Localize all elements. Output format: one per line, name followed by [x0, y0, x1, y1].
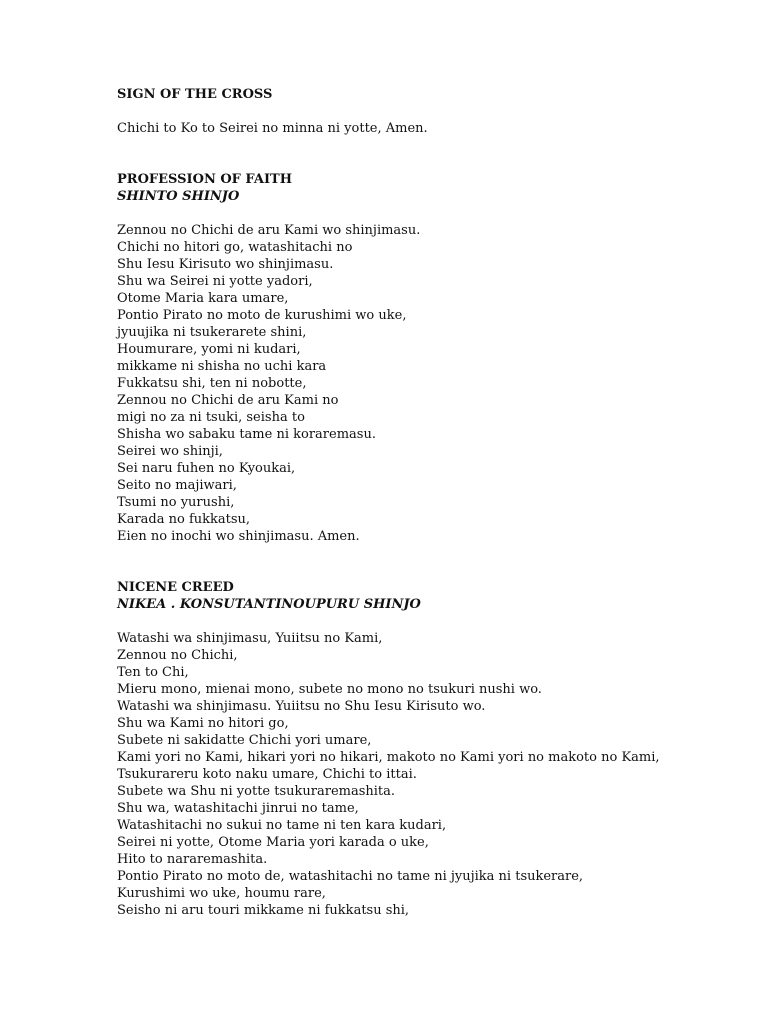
prayer-line: Mieru mono, mienai mono, subete no mono no tsukuri nushi wo.: [117, 682, 542, 697]
prayer-line: Kurushimi wo uke, houmu rare,: [117, 886, 326, 901]
prayer-line: mikkame ni shisha no uchi kara: [117, 359, 327, 374]
prayer-line: Pontio Pirato no moto de, watashitachi no tame ni jyujika ni tsukerare,: [117, 869, 584, 884]
prayer-line: Pontio Pirato no moto de kurushimi wo uke,: [117, 308, 407, 323]
prayer-line: Sei naru fuhen no Kyoukai,: [117, 461, 296, 476]
prayer-line: Tsumi no yurushi,: [117, 495, 235, 510]
prayer-line: migi no za ni tsuki, seisha to: [117, 410, 305, 425]
document-content: [117, 86, 737, 919]
section-profession-of-faith: [117, 171, 737, 545]
section-heading: PROFESSION OF FAITH: [117, 172, 293, 187]
prayer-line: Houmurare, yomi ni kudari,: [117, 342, 301, 357]
prayer-line: Seirei ni yotte, Otome Maria yori karada o uke,: [117, 835, 429, 850]
prayer-line: Chichi to Ko to Seirei no minna ni yotte, Amen.: [117, 121, 428, 136]
prayer-line: Shu Iesu Kirisuto wo shinjimasu.: [117, 257, 334, 272]
prayer-line: Seito no majiwari,: [117, 478, 237, 493]
section-heading: SIGN OF THE CROSS: [117, 87, 273, 102]
section-heading: NICENE CREED: [117, 580, 234, 595]
prayer-line: Shisha wo sabaku tame ni koraremasu.: [117, 427, 376, 442]
prayer-line: Otome Maria kara umare,: [117, 291, 289, 306]
section-sign-of-the-cross: [117, 86, 737, 137]
prayer-line: Kami yori no Kami, hikari yori no hikari, makoto no Kami yori no makoto no Kami,: [117, 750, 660, 765]
prayer-line: Zennou no Chichi,: [117, 648, 238, 663]
prayer-line: Seirei wo shinji,: [117, 444, 223, 459]
section-subheading: SHINTO SHINJO: [117, 189, 240, 204]
prayer-line: Seisho ni aru touri mikkame ni fukkatsu shi,: [117, 903, 410, 918]
prayer-line: Shu wa Seirei ni yotte yadori,: [117, 274, 313, 289]
prayer-line: Karada no fukkatsu,: [117, 512, 251, 527]
section-subheading: NIKEA . KONSUTANTINOUPURU SHINJO: [117, 597, 421, 612]
prayer-line: Subete wa Shu ni yotte tsukuraremashita.: [117, 784, 396, 799]
prayer-line: Subete ni sakidatte Chichi yori umare,: [117, 733, 372, 748]
prayer-line: Fukkatsu shi, ten ni nobotte,: [117, 376, 307, 391]
prayer-line: Chichi no hitori go, watashitachi no: [117, 240, 353, 255]
prayer-line: Shu wa Kami no hitori go,: [117, 716, 289, 731]
prayer-line: Watashi wa shinjimasu. Yuiitsu no Shu Iesu Kirisuto wo.: [117, 699, 486, 714]
prayer-line: Eien no inochi wo shinjimasu. Amen.: [117, 529, 360, 544]
prayer-line: Zennou no Chichi de aru Kami no: [117, 393, 339, 408]
prayer-line: jyuujika ni tsukerarete shini,: [117, 325, 307, 340]
prayer-line: Hito to nararemashita.: [117, 852, 268, 867]
prayer-line: Zennou no Chichi de aru Kami wo shinjimasu.: [117, 223, 421, 238]
section-nicene-creed: [117, 579, 737, 919]
prayer-line: Watashitachi no sukui no tame ni ten kara kudari,: [117, 818, 447, 833]
prayer-line: Shu wa, watashitachi jinrui no tame,: [117, 801, 359, 816]
prayer-line: Watashi wa shinjimasu, Yuiitsu no Kami,: [117, 631, 383, 646]
prayer-line: Tsukurareru koto naku umare, Chichi to ittai.: [117, 767, 417, 782]
prayer-line: Ten to Chi,: [117, 665, 189, 680]
